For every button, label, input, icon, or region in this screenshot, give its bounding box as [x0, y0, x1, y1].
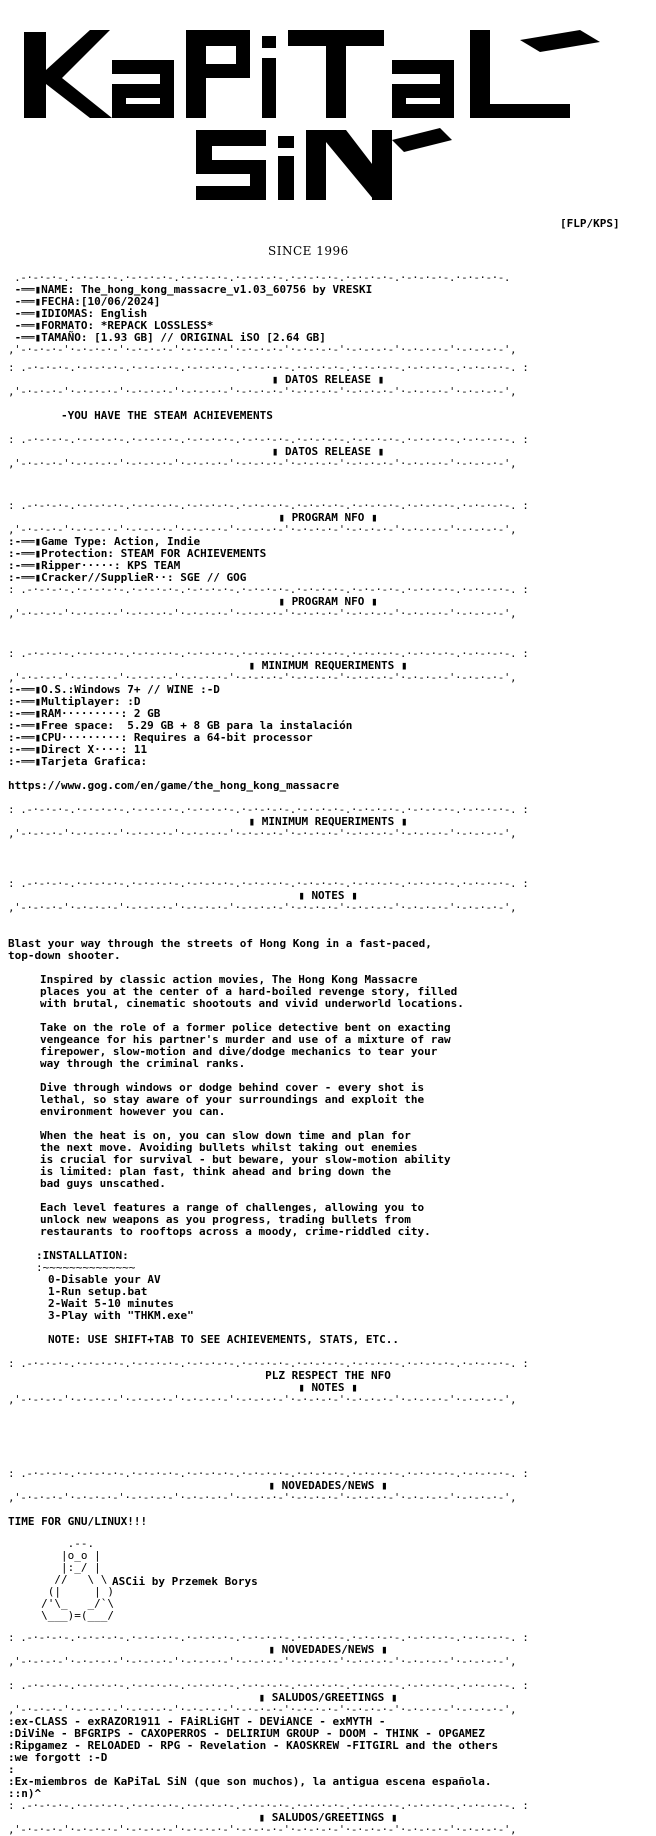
datos-release-header: ▮ DATOS RELEASE ▮	[271, 373, 385, 386]
notes-section: : .-·-·-·-.·-·-·-·-.·-·-·-·-.·-·-·-·-.·-·-·-·-.·-·-·-·-.·-·-·-·-.·-·-·-·-.·-·-·-·-. : ▮ NOTES ▮ ,'-·-·-·-'·-·-·-·-'·-·-·-·-'·-·-·-·-'·-·-·-·-'·-·-·-·-'·-·-·-·-'·-·-·-·-'·-·-·-·-', Blast your way through the streets of Hong Kong in a fast-paced, top-down shooter. Inspired by classic action movies, The Hong Kong Massacre places you at the center of a hard-boiled revenge story, filled with brutal, cinematic shootouts and vivid underworld locations. Take on the role of a former police detective bent on exacting vengeance for his partner's murder and use of a mixture of raw firepower, slow-motion and dive/dodge mechanics to tear your way through the criminal ranks. Dive through windows or dodge behind cover - every shot is lethal, so stay aware of your surroundings and exploit the environment however you can. When the heat is on, you can slow down time and plan for the next move. Avoiding bullets whilst taking out enemies is crucial for survival - but beware, your slow-motion ability is limited: plan fast, think ahead and bring down the bad guys unscathed. Each level features a range of challenges, allowing you to unlock new weapons as you progress, trading bullets from restaurants to rooftops across a moody, crime-riddled city. :INSTALLATION: :~~~~~~~~~~~~~~ 0-Disable your AV 1-Run setup.bat 2-Wait 5-10 minutes 3-Play with "THKM.exe" NOTE: USE SHIFT+TAB TO SEE ACHIEVEMENTS, STATS, ETC.. : .-·-·-·-.·-·-·-·-.·-·-·-·-.·-·-·-·-.·-·-·-·-.·-·-·-·-.·-·-·-·-.·-·-·-·-.·-·-·-·-. : PLZ RESPECT THE NFO ▮ NOTES ▮ ,'-·-·-·-'·-·-·-·-'·-·-·-·-'·-·-·-·-'·-·-·-·-'·-·-·-·-'·-·-·-·-'·-·-·-·-'·-·-·-·-',	[8, 878, 648, 1406]
notes-paragraph-2: Take on the role of a former police detective bent on exacting vengeance for his partner's murder and use of a mixture of raw firepower, slow-motion and dive/dodge mechanics to tear your way through the criminal ranks.	[40, 1021, 451, 1070]
req-ram: :-══▮RAM·········: 2 GB	[8, 707, 161, 720]
greetings-header: ▮ SALUDOS/GREETINGS ▮	[258, 1691, 398, 1704]
greetings-line-1: :DiViNe - BFGRIPS - CAXOPERROS - DELIRIUM GROUP - DOOM - THINK - OPGAMEZ	[8, 1727, 485, 1740]
req-directx: :-══▮Direct X····: 11	[8, 743, 148, 756]
req-free-space: :-══▮Free space: 5.29 GB + 8 GB para la instalación	[8, 719, 353, 732]
req-os: :-══▮O.S.:Windows 7+ // WINE :-D	[8, 683, 220, 696]
cracker: :-══▮Cracker//SupplieR··: SGE // GOG	[8, 571, 247, 584]
req-cpu: :-══▮CPU·········: Requires a 64-bit processor	[8, 731, 313, 744]
release-name: -══▮NAME: The_hong_kong_massacre_v1.03_60756 by VRESKI	[8, 283, 373, 296]
ripper: :-══▮Ripper·····: KPS TEAM	[8, 559, 181, 572]
min-req-footer: ▮ MINIMUM REQUERIMENTS ▮	[248, 815, 408, 828]
tux-ascii-art: .--. |o_o | |:_/ | // \ \ (| | ) /'\_ _/`\ \___)=(___/	[41, 1537, 114, 1622]
program-nfo-section: : .-·-·-·-.·-·-·-·-.·-·-·-·-.·-·-·-·-.·-·-·-·-.·-·-·-·-.·-·-·-·-.·-·-·-·-.·-·-·-·-. : ▮ PROGRAM NFO ▮ ,'-·-·-·-'·-·-·-·-'·-·-·-·-'·-·-·-·-'·-·-·-·-'·-·-·-·-'·-·-·-·-'·-·-·-·-'·-·-·-·-', :-══▮Game Type: Action, Indie :-══▮Protection: STEAM FOR ACHIEVEMENTS :-══▮Ripper·····: KPS TEAM :-══▮Cracker//SupplieR··: SGE // GOG : .-·-·-·-.·-·-·-·-.·-·-·-·-.·-·-·-·-.·-·-·-·-.·-·-·-·-.·-·-·-·-.·-·-·-·-.·-·-·-·-. : ▮ PROGRAM NFO ▮ ,'-·-·-·-'·-·-·-·-'·-·-·-·-'·-·-·-·-'·-·-·-·-'·-·-·-·-'·-·-·-·-'·-·-·-·-'·-·-·-·-',	[8, 500, 648, 620]
greetings-section: : .-·-·-·-.·-·-·-·-.·-·-·-·-.·-·-·-·-.·-·-·-·-.·-·-·-·-.·-·-·-·-.·-·-·-·-.·-·-·-·-. : ▮ SALUDOS/GREETINGS ▮ ,'-·-·-·-'·-·-·-·-'·-·-·-·-'·-·-·-·-'·-·-·-·-'·-·-·-·-'·-·-·-·-'·-·-·-·-'·-·-·-·-', :ex-CLASS - exRAZOR1911 - FAiRLiGHT - DEViANCE - exMYTH - :DiViNe - BFGRIPS - CAXOPERROS - DELIRIUM GROUP - DOOM - THINK - OPGAMEZ :Ripgamez - RELOADED - RPG - Revelation - KAOSKREW -FITGIRL and the others :we forgott :-D : :Ex-miembros de KaPiTaL SiN (que son muchos), la antigua escena española. ::n)^ : .-·-·-·-.·-·-·-·-.·-·-·-·-.·-·-·-·-.·-·-·-·-.·-·-·-·-.·-·-·-·-.·-·-·-·-.·-·-·-·-. : ▮ SALUDOS/GREETINGS ▮ ,'-·-·-·-'·-·-·-·-'·-·-·-·-'·-·-·-·-'·-·-·-·-'·-·-·-·-'·-·-·-·-'·-·-·-·-'·-·-·-·-',	[8, 1680, 648, 1836]
install-step-1: 1-Run setup.bat	[48, 1285, 148, 1298]
release-languages: -══▮IDIOMAS: English	[8, 307, 148, 320]
min-req-section: : .-·-·-·-.·-·-·-·-.·-·-·-·-.·-·-·-·-.·-·-·-·-.·-·-·-·-.·-·-·-·-.·-·-·-·-.·-·-·-·-. : ▮ MINIMUM REQUERIMENTS ▮ ,'-·-·-·-'·-·-·-·-'·-·-·-·-'·-·-·-·-'·-·-·-·-'·-·-·-·-'·-·-·-·-'·-·-·-·-'·-·-·-·-', :-══▮O.S.:Windows 7+ // WINE :-D :-══▮Multiplayer: :D :-══▮RAM·········: 2 GB :-══▮Free space: 5.29 GB + 8 GB para la instalación :-══▮CPU·········: Requires a 64-bit processor :-══▮Direct X····: 11 :-══▮Tarjeta Grafica: https://www.gog.com/en/game/the_hong_kong_massacre : .-·-·-·-.·-·-·-·-.·-·-·-·-.·-·-·-·-.·-·-·-·-.·-·-·-·-.·-·-·-·-.·-·-·-·-.·-·-·-·-. : ▮ MINIMUM REQUERIMENTS ▮ ,'-·-·-·-'·-·-·-·-'·-·-·-·-'·-·-·-·-'·-·-·-·-'·-·-·-·-'·-·-·-·-'·-·-·-·-'·-·-·-·-',	[8, 648, 648, 840]
achievements-note: -YOU HAVE THE STEAM ACHIEVEMENTS	[60, 409, 273, 422]
notes-paragraph-4: When the heat is on, you can slow down time and plan for the next move. Avoiding bullets whilst taking out enemies is crucial for survival - but beware, your slow-motion ability is limited: plan fast, think ahead and bring down the bad guys unscathed.	[40, 1129, 451, 1190]
news-section: : .-·-·-·-.·-·-·-·-.·-·-·-·-.·-·-·-·-.·-·-·-·-.·-·-·-·-.·-·-·-·-.·-·-·-·-.·-·-·-·-. : ▮ NOVEDADES/NEWS ▮ ,'-·-·-·-'·-·-·-·-'·-·-·-·-'·-·-·-·-'·-·-·-·-'·-·-·-·-'·-·-·-·-'·-·-·-·-'·-·-·-·-', TIME FOR GNU/LINUX!!! .--. |o_o | |:_/ | // \ \ (| | ) /'\_ _/`\ \___)=(___/ ASCii by Przemek Borys : .-·-·-·-.·-·-·-·-.·-·-·-·-.·-·-·-·-.·-·-·-·-.·-·-·-·-.·-·-·-·-.·-·-·-·-.·-·-·-·-. : ▮ NOVEDADES/NEWS ▮ ,'-·-·-·-'·-·-·-·-'·-·-·-·-'·-·-·-·-'·-·-·-·-'·-·-·-·-'·-·-·-·-'·-·-·-·-'·-·-·-·-',	[8, 1468, 648, 1668]
ascii-credit: ASCii by Przemek Borys	[112, 1575, 258, 1588]
notes-paragraph-5: Each level features a range of challenges, allowing you to unlock new weapons as you progress, trading bullets from restaurants to rooftops across a moody, crime-riddled city.	[40, 1201, 431, 1238]
notes-paragraph-1: Inspired by classic action movies, The Hong Kong Massacre places you at the center of a hard-boiled revenge story, filled with brutal, cinematic shootouts and vivid underworld locations.	[40, 973, 464, 1010]
release-size: -══▮TAMAÑO: [1.93 GB] // ORIGINAL iSO [2.64 GB]	[8, 331, 326, 344]
since-year: SINCE 1996	[268, 244, 349, 258]
game-type: :-══▮Game Type: Action, Indie	[8, 535, 201, 548]
notes-header: ▮ NOTES ▮	[298, 889, 358, 902]
logo-block	[0, 0, 656, 260]
news-footer: ▮ NOVEDADES/NEWS ▮	[268, 1643, 388, 1656]
datos-release-section: : .-·-·-·-.·-·-·-·-.·-·-·-·-.·-·-·-·-.·-·-·-·-.·-·-·-·-.·-·-·-·-.·-·-·-·-.·-·-·-·-. : ▮ DATOS RELEASE ▮ ,'-·-·-·-'·-·-·-·-'·-·-·-·-'·-·-·-·-'·-·-·-·-'·-·-·-·-'·-·-·-·-'·-·-·-·-'·-·-·-·-', -YOU HAVE THE STEAM ACHIEVEMENTS : .-·-·-·-.·-·-·-·-.·-·-·-·-.·-·-·-·-.·-·-·-·-.·-·-·-·-.·-·-·-·-.·-·-·-·-.·-·-·-·-. : ▮ DATOS RELEASE ▮ ,'-·-·-·-'·-·-·-·-'·-·-·-·-'·-·-·-·-'·-·-·-·-'·-·-·-·-'·-·-·-·-'·-·-·-·-'·-·-·-·-',	[8, 362, 648, 470]
install-step-2: 2-Wait 5-10 minutes	[48, 1297, 174, 1310]
install-step-3: 3-Play with "THKM.exe"	[48, 1309, 194, 1322]
respect-nfo: PLZ RESPECT THE NFO	[265, 1369, 391, 1382]
greetings-line-6: ::n)^	[8, 1787, 42, 1800]
install-title: :INSTALLATION:	[36, 1249, 129, 1262]
kapital-sin-logo	[0, 0, 656, 240]
notes-footer: ▮ NOTES ▮	[298, 1381, 358, 1394]
news-header: ▮ NOVEDADES/NEWS ▮	[268, 1479, 388, 1492]
datos-release-footer: ▮ DATOS RELEASE ▮	[271, 445, 385, 458]
greetings-line-3: :we forgott :-D	[8, 1751, 108, 1764]
border-bottom: ,'-·-·-·-'·-·-·-·-'·-·-·-·-'·-·-·-·-'·-·-·-·-'·-·-·-·-'·-·-·-·-'·-·-·-·-'·-·-·-·-',	[8, 344, 517, 356]
req-gpu: :-══▮Tarjeta Grafica:	[8, 755, 148, 768]
border-top: .-·-·-·-.·-·-·-·-.·-·-·-·-.·-·-·-·-.·-·-·-·-.·-·-·-·-.·-·-·-·-.·-·-·-·-.·-·-·-·-.	[8, 272, 511, 284]
program-nfo-footer: ▮ PROGRAM NFO ▮	[278, 595, 378, 608]
release-format: -══▮FORMATO: *REPACK LOSSLESS*	[8, 319, 214, 332]
greetings-line-4: :	[8, 1763, 15, 1776]
group-tag: [FLP/KPS]	[560, 217, 620, 230]
notes-paragraph-3: Dive through windows or dodge behind cover - every shot is lethal, so stay aware of your surroundings and exploit the environment however you can.	[40, 1081, 425, 1118]
req-multiplayer: :-══▮Multiplayer: :D	[8, 695, 141, 708]
greetings-footer: ▮ SALUDOS/GREETINGS ▮	[258, 1811, 398, 1824]
gog-url: https://www.gog.com/en/game/the_hong_kong_massacre	[8, 779, 340, 792]
notes-intro: Blast your way through the streets of Hong Kong in a fast-paced, top-down shooter.	[8, 937, 432, 962]
achievements-tip: NOTE: USE SHIFT+TAB TO SEE ACHIEVEMENTS, STATS, ETC..	[48, 1333, 399, 1346]
install-rule: :~~~~~~~~~~~~~~	[36, 1261, 136, 1274]
release-date: -══▮FECHA:[10/06/2024]	[8, 295, 161, 308]
install-step-0: 0-Disable your AV	[48, 1273, 161, 1286]
linux-message: TIME FOR GNU/LINUX!!!	[8, 1515, 148, 1528]
greetings-line-2: :Ripgamez - RELOADED - RPG - Revelation - KAOSKREW -FITGIRL and the others	[8, 1739, 499, 1752]
min-req-header: ▮ MINIMUM REQUERIMENTS ▮	[248, 659, 408, 672]
greetings-line-5: :Ex-miembros de KaPiTaL SiN (que son muchos), la antigua escena española.	[8, 1775, 492, 1788]
greetings-line-0: :ex-CLASS - exRAZOR1911 - FAiRLiGHT - DEViANCE - exMYTH -	[8, 1715, 386, 1728]
release-info-section	[8, 272, 648, 356]
program-nfo-header: ▮ PROGRAM NFO ▮	[278, 511, 378, 524]
protection: :-══▮Protection: STEAM FOR ACHIEVEMENTS	[8, 547, 267, 560]
